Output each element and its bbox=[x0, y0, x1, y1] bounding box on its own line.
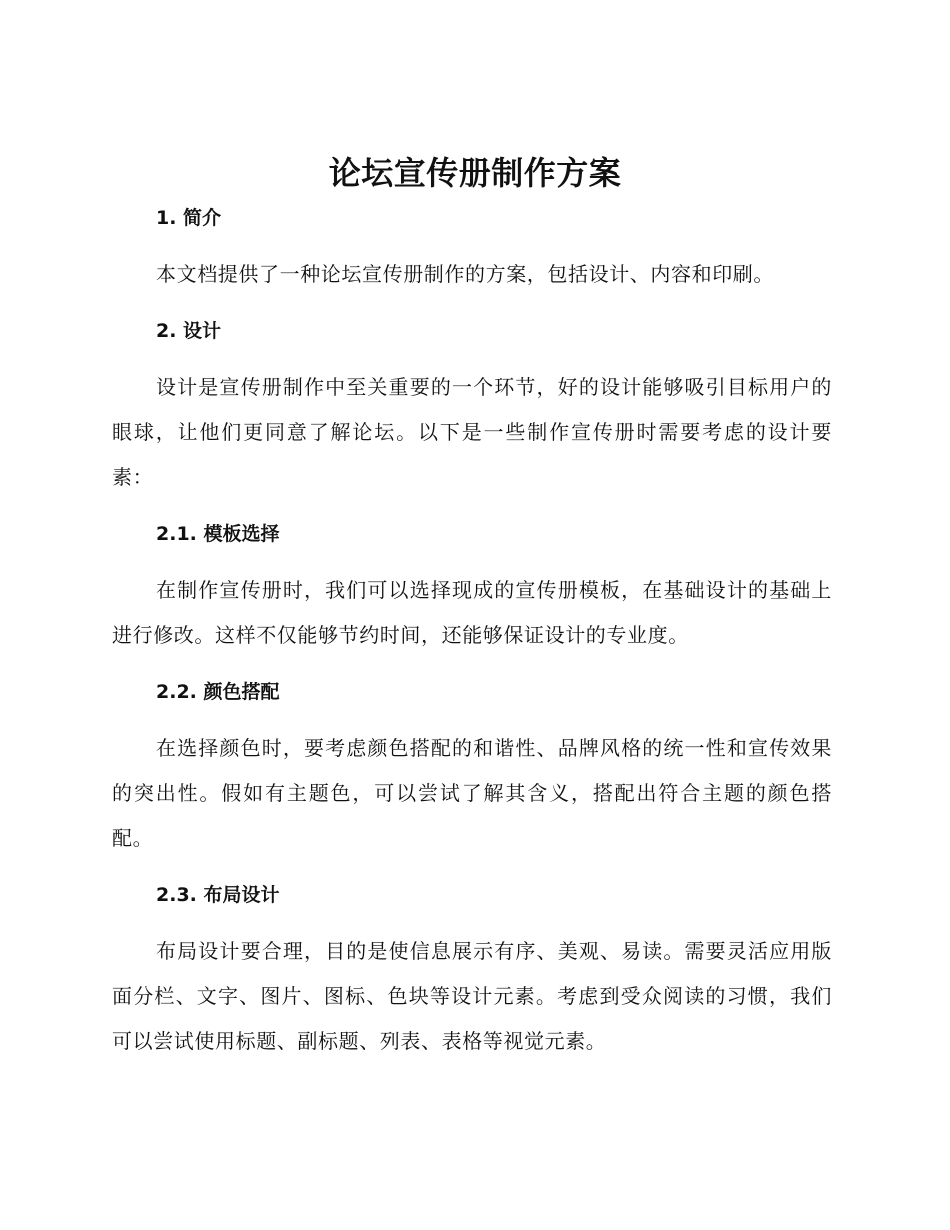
section-text-intro: 本文档提供了一种论坛宣传册制作的方案，包括设计、内容和印刷。 bbox=[156, 262, 774, 286]
document-title: 论坛宣传册制作方案 bbox=[328, 154, 622, 192]
subsection-text-template: 在制作宣传册时，我们可以选择现成的宣传册模板，在基础设计的基础上进行修改。这样不仅能够节约时间，还能够保证设计的专业度。 bbox=[112, 578, 832, 647]
subsection-heading-layout: 2.3. 布局设计 bbox=[156, 884, 280, 906]
document-body bbox=[112, 200, 832, 1064]
subsection-text-color: 在选择颜色时，要考虑颜色搭配的和谐性、品牌风格的统一性和宣传效果的突出性。假如有主题色，可以尝试了解其含义，搭配出符合主题的颜色搭配。 bbox=[112, 736, 832, 850]
section-heading-intro: 1. 简介 bbox=[156, 207, 222, 229]
subsection-text-layout: 布局设计要合理，目的是使信息展示有序、美观、易读。需要灵活应用版面分栏、文字、图片、图标、色块等设计元素。考虑到受众阅读的习惯，我们可以尝试使用标题、副标题、列表、表格等视觉元素。 bbox=[112, 939, 832, 1053]
section-heading-design: 2. 设计 bbox=[156, 320, 222, 342]
section-text-design: 设计是宣传册制作中至关重要的一个环节，好的设计能够吸引目标用户的眼球，让他们更同意了解论坛。以下是一些制作宣传册时需要考虑的设计要素： bbox=[112, 375, 832, 489]
subsection-heading-color: 2.2. 颜色搭配 bbox=[156, 681, 280, 703]
subsection-heading-template: 2.1. 模板选择 bbox=[156, 523, 280, 545]
